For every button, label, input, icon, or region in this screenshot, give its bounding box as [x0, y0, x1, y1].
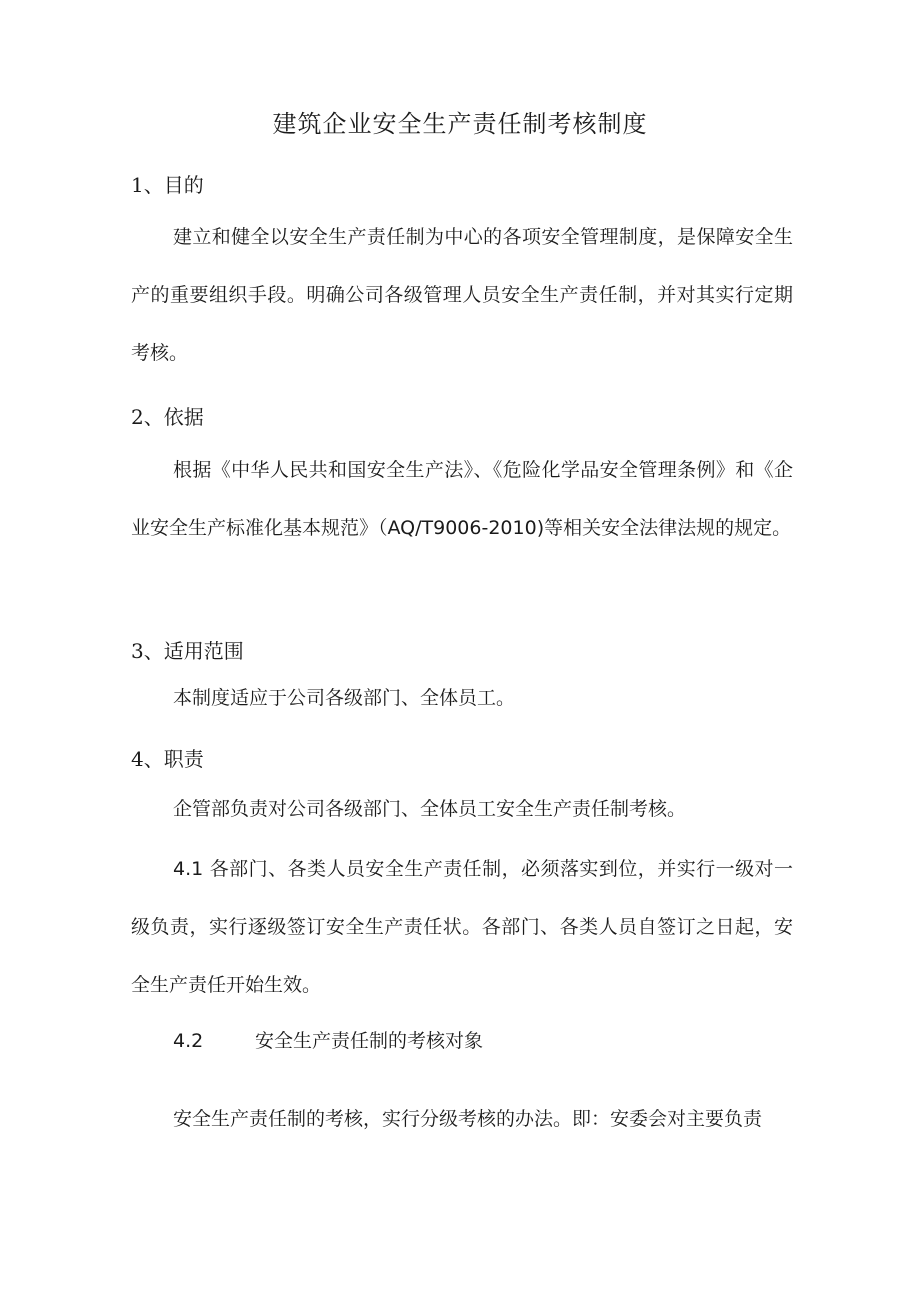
item-4-2-number: 4.2 [173, 1030, 204, 1052]
item-4-2-heading [173, 1026, 483, 1056]
section-text-purpose: 建立和健全以安全生产责任制为中心的各项安全管理制度，是保障安全生产的重要组织手段。明确公司各级管理人员安全生产责任制，并对其实行定期考核。 [131, 226, 793, 364]
section-text-basis: 根据《中华人民共和国安全生产法》、《危险化学品安全管理条例》和《企业安全生产标准化基本规范》（AQ/T9006-2010)等相关安全法律法规的规定。 [131, 459, 793, 539]
item-4-1-text: 4.1 各部门、各类人员安全生产责任制，必须落实到位，并实行一级对一级负责，实行逐级签订安全生产责任状。各部门、各类人员自签订之日起，安全生产责任开始生效。 [131, 858, 793, 996]
item-4-2-title: 安全生产责任制的考核对象 [255, 1030, 484, 1052]
section-heading-purpose: 1、目的 [131, 173, 204, 197]
section-text-scope: 本制度适应于公司各级部门、全体员工。 [173, 687, 516, 709]
section-text-duties: 企管部负责对公司各级部门、全体员工安全生产责任制考核。 [173, 798, 687, 820]
section-heading-basis: 2、依据 [131, 405, 204, 429]
document-title: 建筑企业安全生产责任制考核制度 [272, 110, 648, 138]
item-4-2-text: 安全生产责任制的考核，实行分级考核的办法。即：安委会对主要负责 [173, 1108, 763, 1130]
section-heading-duties: 4、职责 [131, 747, 204, 771]
section-heading-scope: 3、适用范围 [131, 639, 244, 663]
